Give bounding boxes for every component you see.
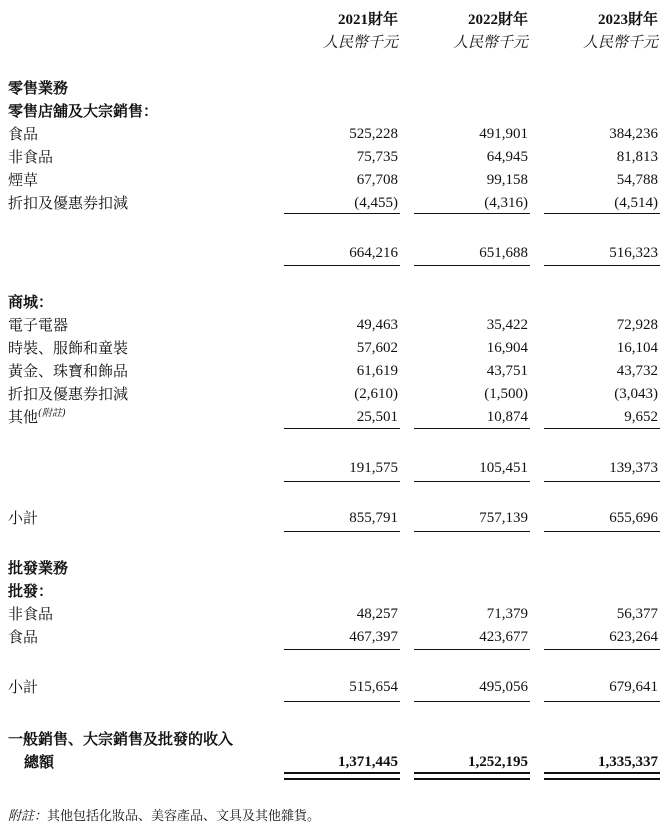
cell-wholesale-non-food-2023: 56,377	[616, 606, 658, 622]
cell-others-2023: 9,652	[624, 409, 658, 425]
cell-store-total-2022: 651,688	[479, 245, 528, 261]
cell-food-2023: 384,236	[609, 126, 658, 142]
cell-grand-total-2021: 1,371,445	[338, 754, 398, 770]
cell-mall-total-2022: 105,451	[479, 460, 528, 476]
cell-retail-subtotal-2022: 757,139	[479, 510, 528, 526]
grand-total-double-rule-2022	[414, 772, 530, 780]
cell-wholesale-food-2022: 423,677	[479, 629, 528, 645]
mall-section-title: 商城：	[8, 293, 54, 311]
cell-fashion-2022: 16,904	[486, 340, 528, 356]
store-rule-2023	[544, 213, 660, 214]
cell-wholesale-subtotal-2023: 679,641	[609, 679, 658, 695]
mall-total-rule-2022	[414, 481, 530, 482]
row-label-others-text: 其他	[8, 408, 39, 426]
cell-store-discount-2022: (4,316)	[484, 195, 528, 211]
wholesale-subtotal-label: 小計	[8, 678, 39, 696]
cell-wholesale-subtotal-2021: 515,654	[349, 679, 398, 695]
cell-electronics-2022: 35,422	[486, 317, 528, 333]
wholesale-subtotal-rule-2023	[544, 701, 660, 702]
wholesale-sub-title: 批發：	[8, 582, 54, 600]
cell-food-2022: 491,901	[479, 126, 528, 142]
header-year-2021: 2021財年	[337, 12, 398, 28]
footnote-label: 附註：	[8, 809, 48, 824]
wholesale-rule-2021	[284, 649, 400, 650]
cell-store-discount-2023: (4,514)	[614, 195, 658, 211]
cell-tobacco-2022: 99,158	[486, 172, 528, 188]
cell-mall-discount-2022: (1,500)	[484, 386, 528, 402]
store-rule-2022	[414, 213, 530, 214]
grand-total-label-line1: 一般銷售、大宗銷售及批發的收入	[8, 730, 234, 748]
row-label-tobacco: 煙草	[8, 171, 39, 189]
retail-subtotal-rule-2022	[414, 531, 530, 532]
row-label-wholesale-food: 食品	[8, 628, 39, 646]
grand-total-double-rule-2021	[284, 772, 400, 780]
cell-mall-total-2023: 139,373	[609, 460, 658, 476]
cell-non-food-2021: 75,735	[356, 149, 398, 165]
wholesale-subtotal-rule-2021	[284, 701, 400, 702]
cell-store-total-2023: 516,323	[609, 245, 658, 261]
cell-wholesale-non-food-2022: 71,379	[486, 606, 528, 622]
row-label-wholesale-non-food: 非食品	[8, 605, 54, 623]
cell-mall-discount-2023: (3,043)	[614, 386, 658, 402]
header-year-2023: 2023財年	[597, 12, 658, 28]
retail-section-title: 零售業務	[8, 79, 69, 97]
cell-others-2022: 10,874	[486, 409, 528, 425]
retail-subtotal-rule-2023	[544, 531, 660, 532]
row-label-mall-discount: 折扣及優惠券扣減	[8, 385, 129, 403]
header-unit-2022: 人民幣千元	[452, 33, 528, 51]
row-label-food: 食品	[8, 125, 39, 143]
header-unit-2021: 人民幣千元	[322, 33, 398, 51]
cell-grand-total-2023: 1,335,337	[598, 754, 658, 770]
row-label-non-food: 非食品	[8, 148, 54, 166]
wholesale-rule-2023	[544, 649, 660, 650]
cell-jewelry-2022: 43,751	[486, 363, 528, 379]
row-label-electronics: 電子電器	[8, 316, 69, 334]
grand-total-label-line2: 總額	[24, 753, 55, 771]
cell-tobacco-2023: 54,788	[616, 172, 658, 188]
row-label-jewelry: 黃金、珠寶和飾品	[8, 362, 129, 380]
cell-jewelry-2023: 43,732	[616, 363, 658, 379]
cell-mall-total-2021: 191,575	[349, 460, 398, 476]
row-label-fashion: 時裝、服飾和童裝	[8, 339, 129, 357]
grand-total-double-rule-2023	[544, 772, 660, 780]
cell-food-2021: 525,228	[349, 126, 398, 142]
mall-rule-2023	[544, 428, 660, 429]
mall-rule-2021	[284, 428, 400, 429]
cell-mall-discount-2021: (2,610)	[354, 386, 398, 402]
cell-retail-subtotal-2021: 855,791	[349, 510, 398, 526]
cell-non-food-2023: 81,813	[616, 149, 658, 165]
header-unit-2023: 人民幣千元	[582, 33, 658, 51]
mall-total-rule-2021	[284, 481, 400, 482]
store-section-title: 零售店舖及大宗銷售：	[8, 102, 159, 120]
cell-jewelry-2021: 61,619	[356, 363, 398, 379]
wholesale-subtotal-rule-2022	[414, 701, 530, 702]
store-total-rule-2022	[414, 265, 530, 266]
cell-tobacco-2021: 67,708	[356, 172, 398, 188]
header-year-2022: 2022財年	[467, 12, 528, 28]
mall-rule-2022	[414, 428, 530, 429]
cell-fashion-2021: 57,602	[356, 340, 398, 356]
cell-wholesale-subtotal-2022: 495,056	[479, 679, 528, 695]
wholesale-section-title: 批發業務	[8, 559, 69, 577]
cell-non-food-2022: 64,945	[486, 149, 528, 165]
cell-fashion-2023: 16,104	[616, 340, 658, 356]
store-total-rule-2021	[284, 265, 400, 266]
cell-retail-subtotal-2023: 655,696	[609, 510, 658, 526]
retail-subtotal-rule-2021	[284, 531, 400, 532]
cell-wholesale-non-food-2021: 48,257	[356, 606, 398, 622]
cell-others-2021: 25,501	[356, 409, 398, 425]
retail-subtotal-label: 小計	[8, 509, 39, 527]
store-total-rule-2023	[544, 265, 660, 266]
footnote	[8, 805, 320, 824]
cell-wholesale-food-2021: 467,397	[349, 629, 398, 645]
cell-electronics-2021: 49,463	[356, 317, 398, 333]
mall-total-rule-2023	[544, 481, 660, 482]
footnote-text: 其他包括化妝品、美容產品、文具及其他雜貨。	[47, 809, 321, 824]
cell-electronics-2023: 72,928	[616, 317, 658, 333]
cell-grand-total-2022: 1,252,195	[468, 754, 528, 770]
store-rule-2021	[284, 213, 400, 214]
others-note-marker: (附註)	[38, 408, 66, 419]
cell-wholesale-food-2023: 623,264	[609, 629, 658, 645]
wholesale-rule-2022	[414, 649, 530, 650]
row-label-others	[8, 407, 66, 427]
row-label-store-discount: 折扣及優惠券扣減	[8, 194, 129, 212]
cell-store-total-2021: 664,216	[349, 245, 398, 261]
cell-store-discount-2021: (4,455)	[354, 195, 398, 211]
